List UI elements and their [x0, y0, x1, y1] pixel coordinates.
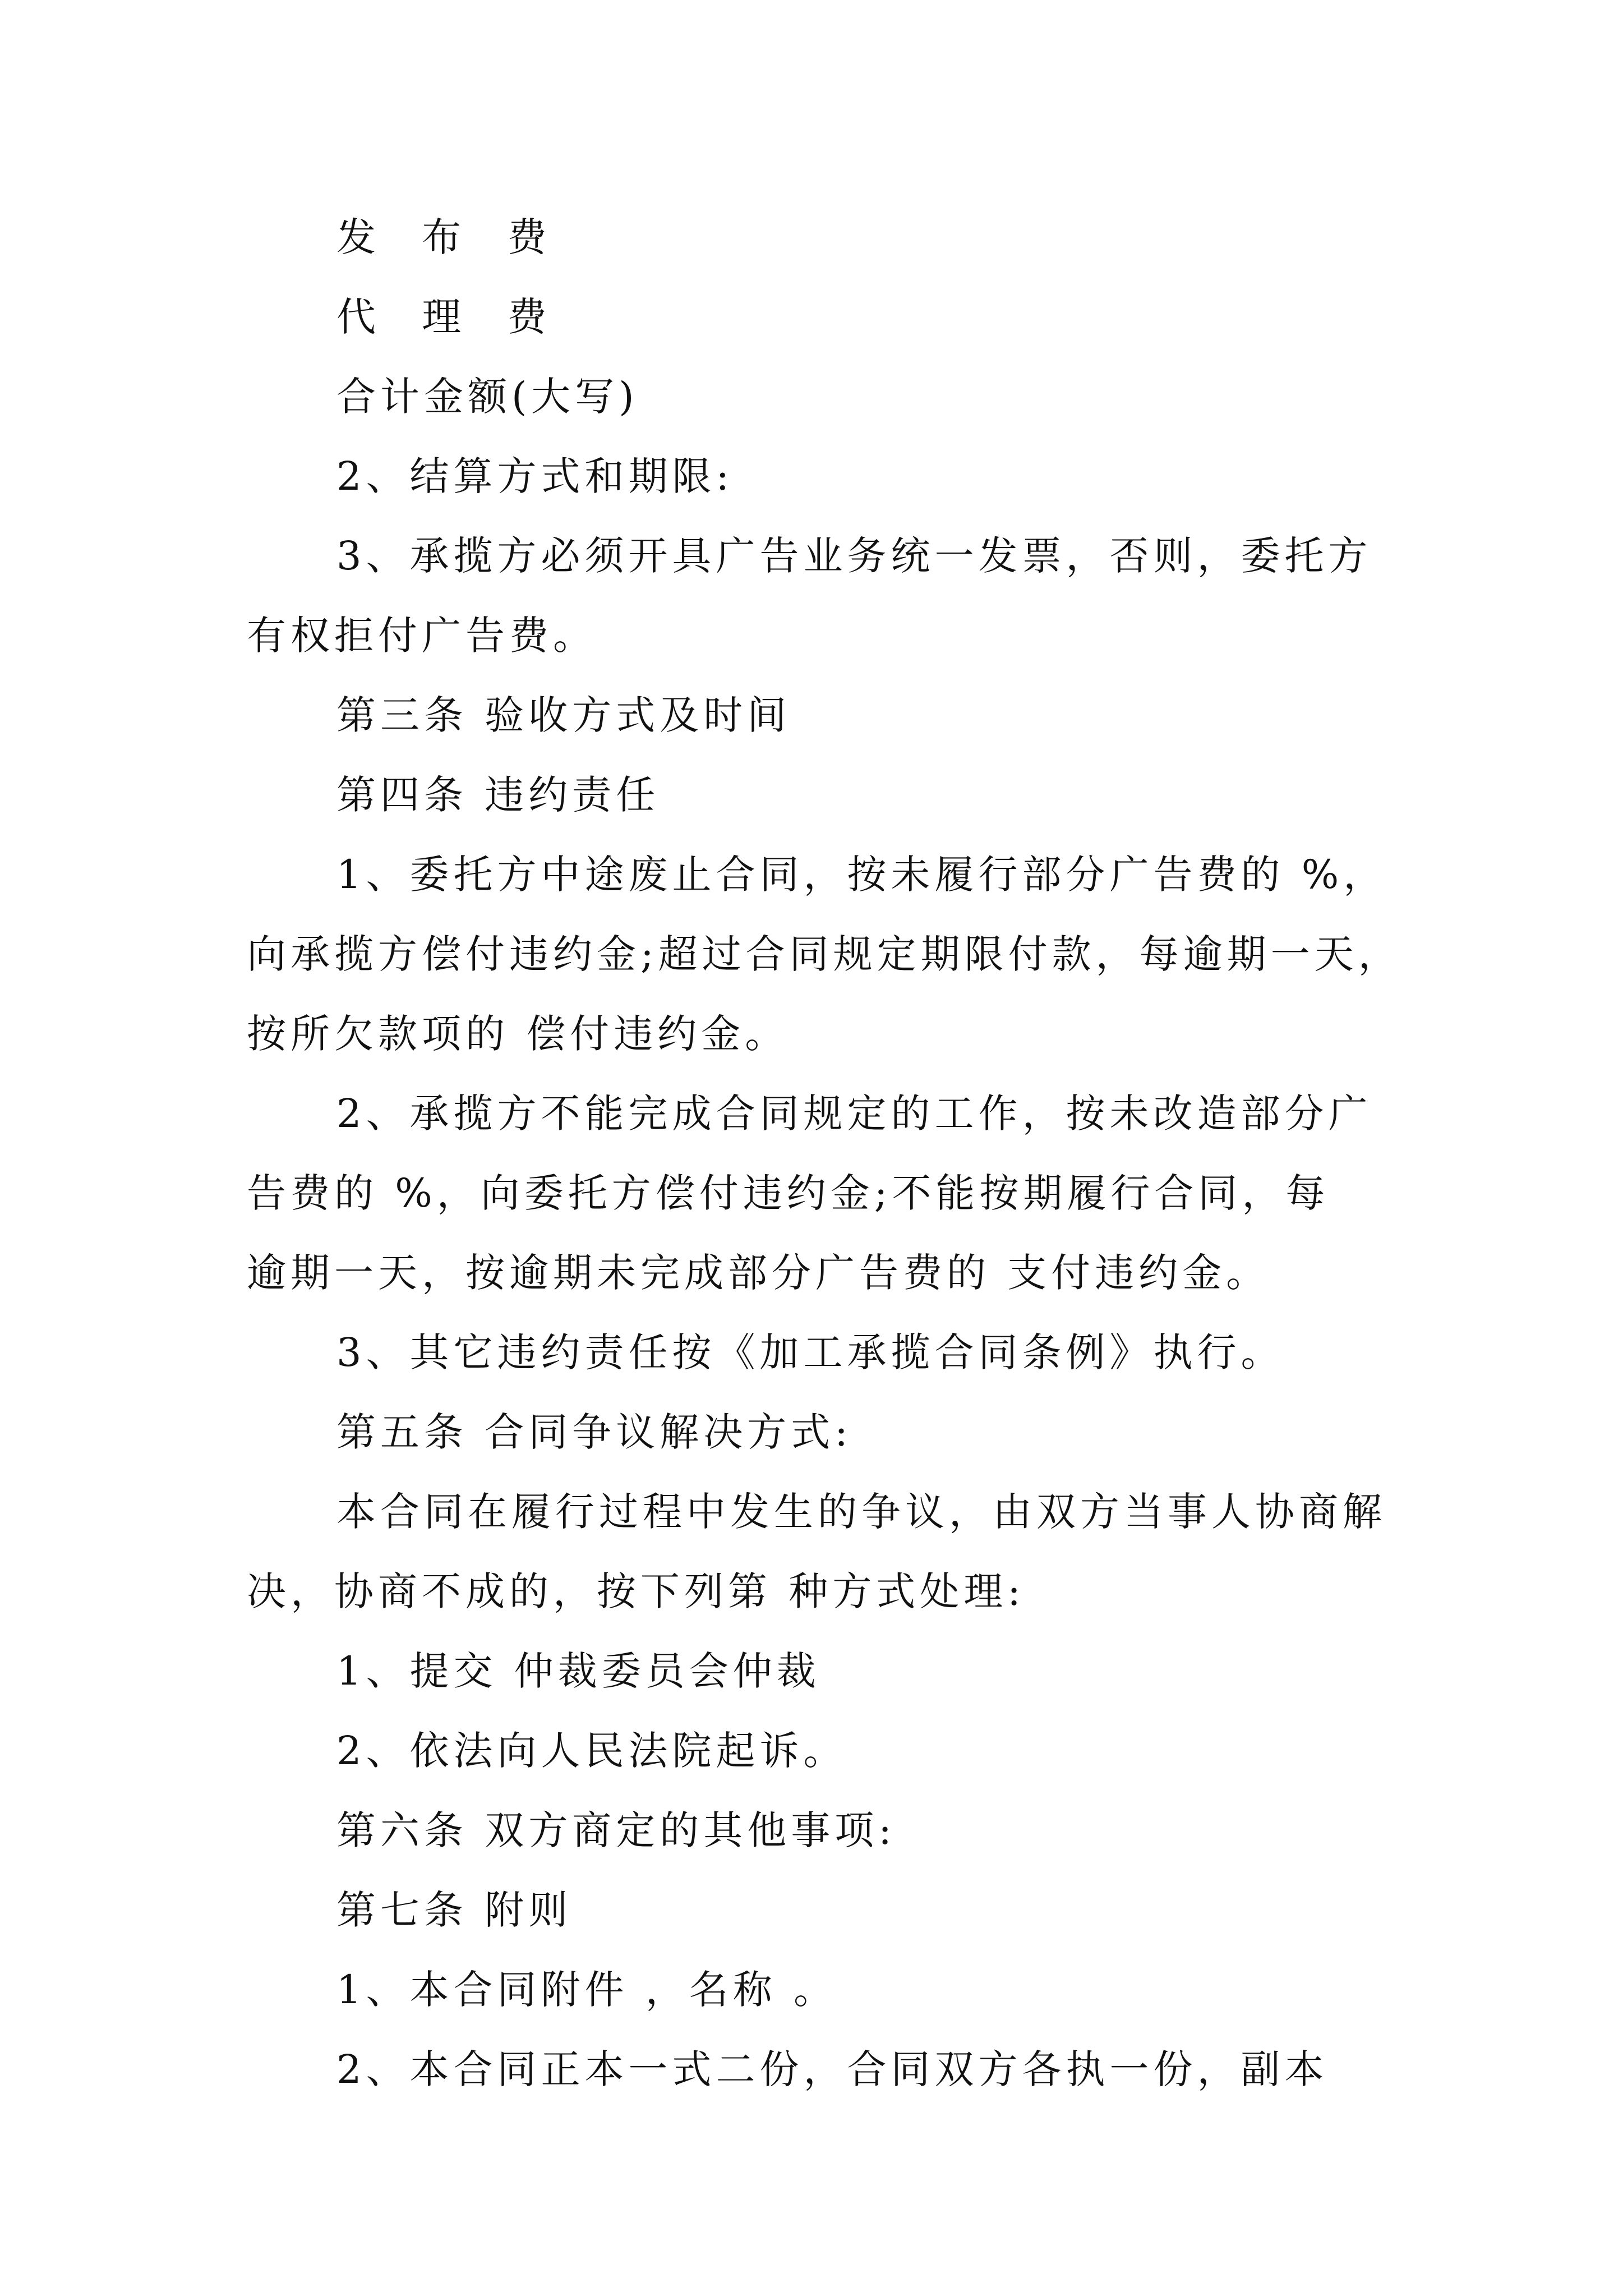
breach-clause-1-line-2: 向承揽方偿付违约金;超过合同规定期限付款，每逾期一天，	[247, 931, 1402, 977]
appendix-line-1: 1、本合同附件 ，名称 。	[336, 1967, 838, 2013]
article-5-heading: 第五条 合同争议解决方式:	[336, 1409, 852, 1455]
breach-clause-2-line-1: 2、承揽方不能完成合同规定的工作，按未改造部分广	[336, 1091, 1372, 1137]
article-4-heading: 第四条 违约责任	[336, 772, 660, 818]
invoice-clause-line: 3、承揽方必须开具广告业务统一发票，否则，委托方	[336, 533, 1372, 579]
dispute-option-1: 1、提交 仲裁委员会仲裁	[336, 1648, 820, 1694]
breach-clause-2-line-2: 告费的 %，向委托方偿付违约金;不能按期履行合同，每	[247, 1170, 1330, 1216]
appendix-line-2: 2、本合同正本一式二份，合同双方各执一份，副本	[336, 2046, 1329, 2092]
article-6-heading: 第六条 双方商定的其他事项:	[336, 1807, 896, 1853]
breach-clause-3-line: 3、其它违约责任按《加工承揽合同条例》执行。	[336, 1329, 1285, 1375]
settlement-method-line: 2、结算方式和期限:	[336, 453, 734, 499]
dispute-clause-line-1: 本合同在履行过程中发生的争议，由双方当事人协商解	[336, 1489, 1386, 1535]
invoice-clause-continuation: 有权拒付广告费。	[247, 613, 597, 659]
dispute-clause-line-2: 决，协商不成的，按下列第 种方式处理:	[247, 1568, 1025, 1614]
total-amount-line: 合计金额(大写)	[336, 374, 639, 420]
dispute-option-2: 2、依法向人民法院起诉。	[336, 1728, 847, 1774]
fee-line-publish: 发 布 费	[336, 214, 564, 260]
article-3-heading: 第三条 验收方式及时间	[336, 692, 791, 738]
fee-line-agency: 代 理 费	[336, 294, 564, 340]
article-7-heading: 第七条 附则	[336, 1887, 573, 1933]
breach-clause-2-line-3: 逾期一天，按逾期未完成部分广告费的 支付违约金。	[247, 1250, 1270, 1296]
breach-clause-1-line-3: 按所欠款项的 偿付违约金。	[247, 1011, 789, 1057]
breach-clause-1-line-1: 1、委托方中途废止合同，按未履行部分广告费的 %，	[336, 852, 1387, 898]
